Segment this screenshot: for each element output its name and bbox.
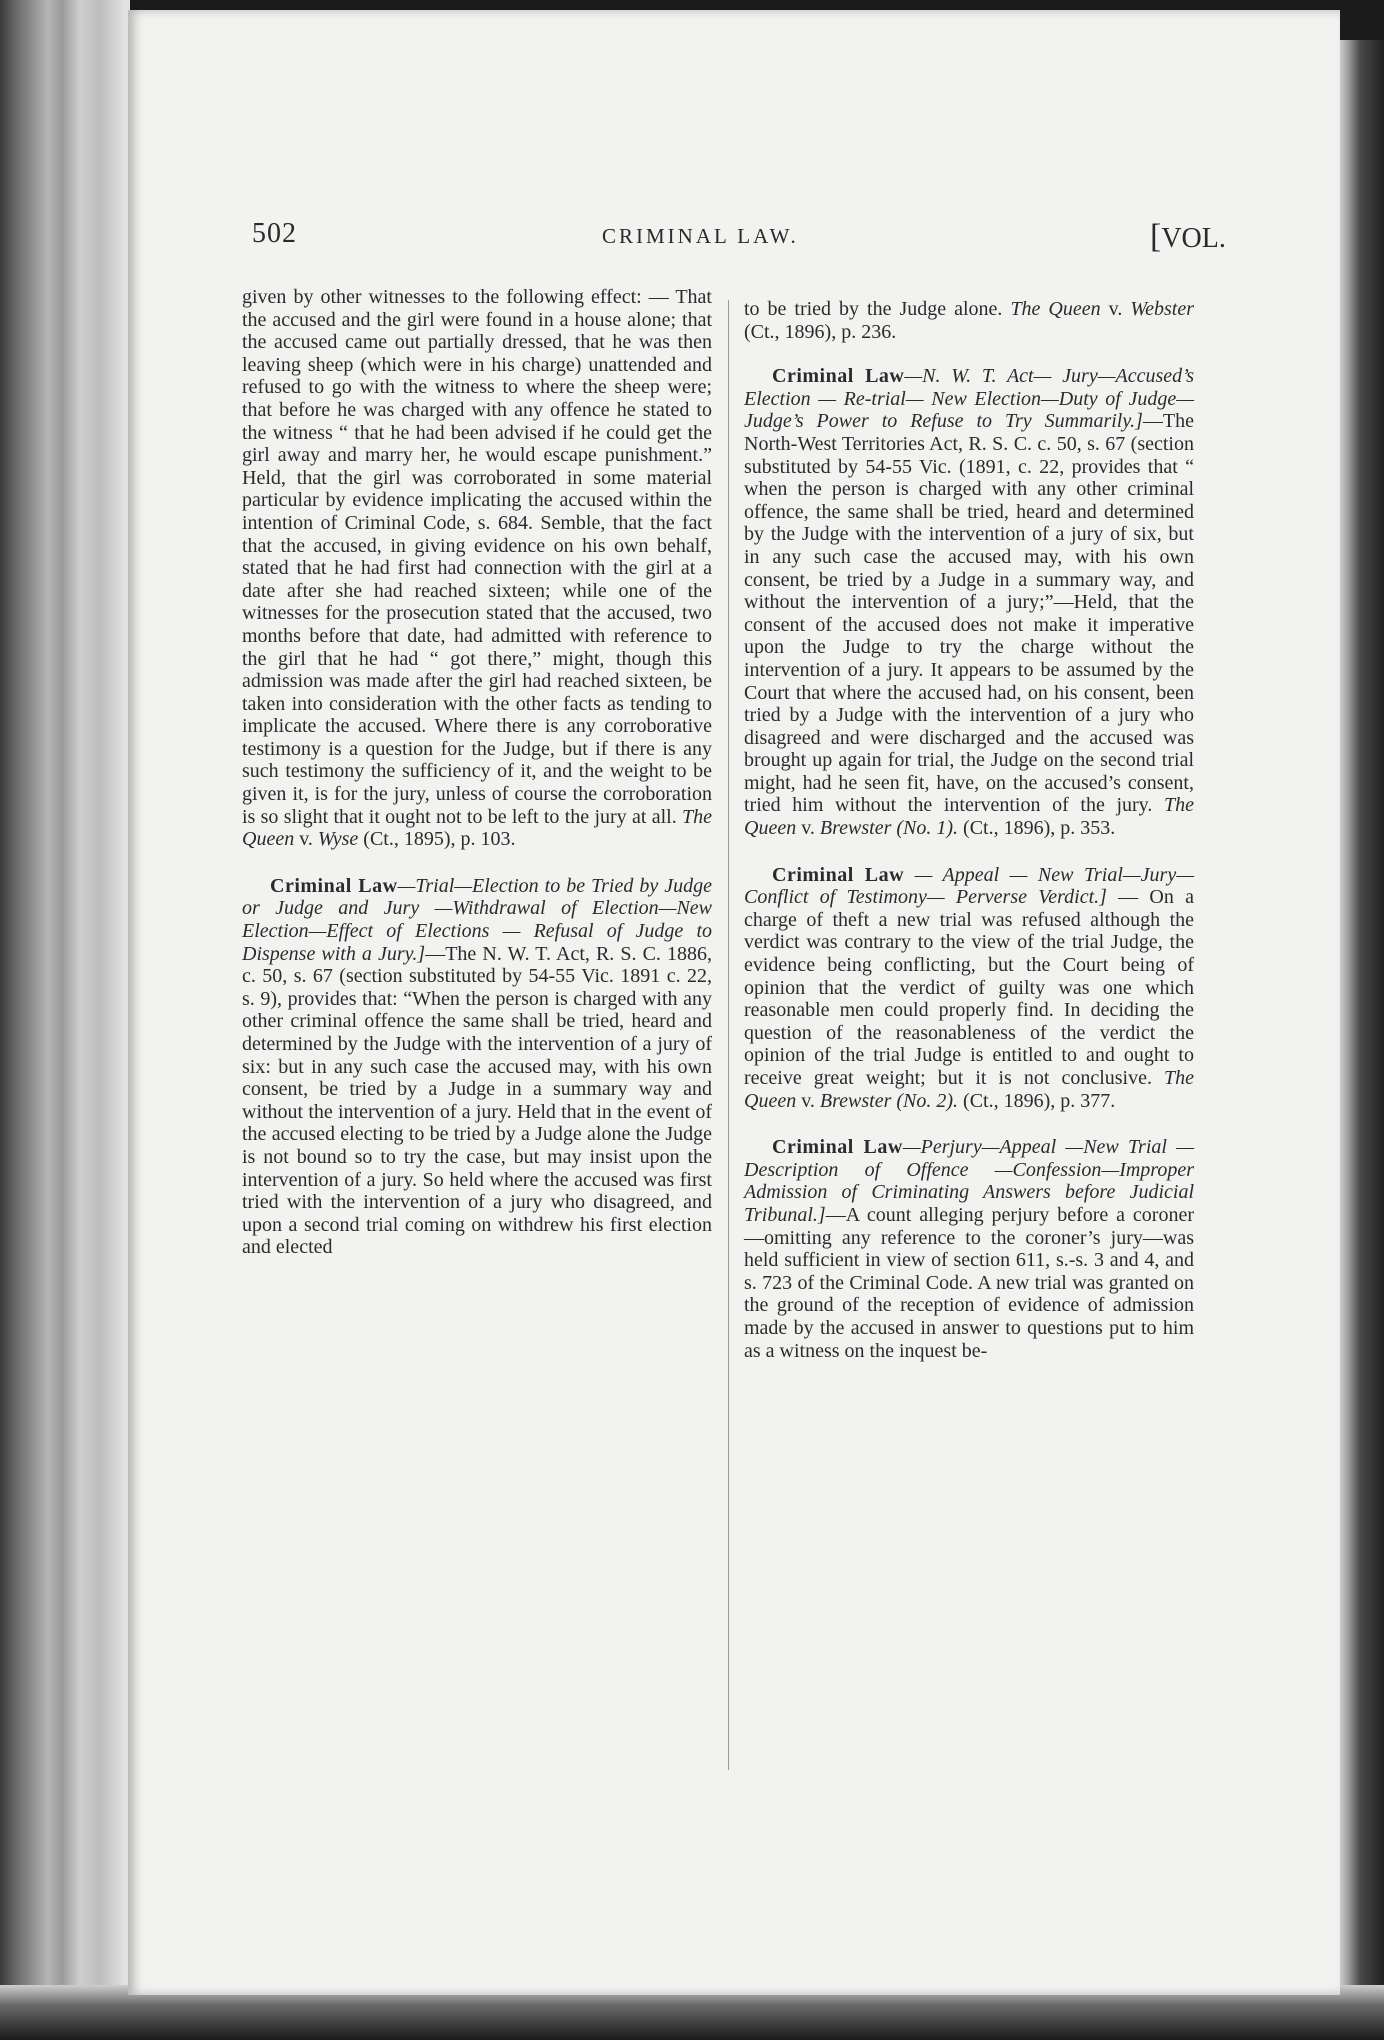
page-number: 502	[252, 218, 297, 249]
case-name: The Queen	[242, 805, 713, 851]
case-citation: (Ct., 1896), p. 353.	[958, 817, 1116, 840]
case-party: Wyse	[317, 828, 359, 851]
case-citation: (Ct., 1895), p. 103.	[358, 828, 516, 851]
entry-heading: Criminal Law	[772, 1136, 903, 1159]
case-party: Brewster (No. 1).	[819, 817, 959, 840]
entry-subject: —Perjury—Appeal —New Trial — Description of Offence —Confession—Improper Admission of Criminating Answers before Judicial Tribunal.]	[744, 1136, 1194, 1226]
right-entry-continued	[744, 298, 1194, 343]
entry-subject: —N. W. T. Act— Jury—Accused’s Election — Re-trial— New Election—Duty of Judge—Judge’s Power to Refuse to Try Summarily.]	[744, 365, 1194, 433]
volume-bracket: [	[1150, 218, 1162, 255]
book-page-edges	[0, 0, 130, 2040]
entry-text: —The N. W. T. Act, R. S. C. 1886, c. 50, s. 67 (section substituted by 54-55 Vic. 1891 c. 22, s. 9), provides that: “When the person is charged with any other criminal offence the same shall be tried, heard and determined by the Judge with the intervention of a jury of six: but in any such case the accused may, with his own consent, be tried by a Judge in a summary way and without the intervention of a jury. Held that in the event of the accused electing to be tried by a Judge alone the Judge is not bound so to try the case, but may insist upon the intervention of a jury. So held where the accused was first tried with the intervention of a jury who disagreed, and upon a second trial coming on withdrew his first election and elected	[242, 942, 712, 1259]
volume-text: VOL.	[1161, 223, 1226, 254]
case-party: Brewster (No. 2).	[819, 1089, 959, 1112]
entry-heading: Criminal Law	[270, 874, 398, 897]
entry-text: —The North-West Territories Act, R. S. C. c. 50, s. 67 (section substituted by 54-55 Vic. (1891, c. 22, provides that “ when the person is charged with any other criminal offence, the same shall be tried, heard and determined by the Judge with the intervention of a jury of six, but in any such case the accused may, with his own consent, be tried by a Judge in a summary way, and without the intervention of a jury;”—Held, that the consent of the accused does not make it imperative upon the Judge to try the charge without the intervention of a jury. It appears to be assumed by the Court that where the accused had, on his consent, been tried by a Judge with the intervention of a jury who disagreed and were discharged and the accused was brought up again for trial, the Judge on the second trial might, had he seen fit, have, on the accused’s consent, tried him without the intervention of the jury.	[744, 410, 1194, 817]
left-entry-continued	[242, 286, 712, 851]
volume-label	[1150, 218, 1226, 256]
case-versus: v.	[796, 1089, 820, 1112]
case-versus: v.	[294, 828, 318, 851]
entry-text: given by other witnesses to the following effect: — That the accused and the girl were found in a house alone; that the accused came out partially dressed, that he was then leaving sheep (which were in his charge) unattended and refused to go with the witness to where the sheep were; that before he was charged with any offence he stated to the witness “ that he had been advised if he could get the girl away and marry her, he would escape punishment.” Held, that the girl was corroborated in some material particular by evidence implicating the accused within the intention of Criminal Code, s. 684. Semble, that the fact that the accused, in giving evidence on his own behalf, stated that he had first had connection with the girl at a date after she had reached sixteen; while one of the witnesses for the prosecution stated that the accused, two months before that date, had admitted with reference to the girl that he had “ got there,” might, though this admission was made after the girl had reached sixteen, be taken into consideration with the other facts as tending to implicate the accused. Where there is any corroborative testimony is a question for the Judge, but if there is any such testimony the sufficiency of it, and the weight to be given it, is for the jury, unless of course the corroboration is so slight that it ought not to be left to the jury at all.	[242, 286, 712, 828]
case-citation: (Ct., 1896), p. 377.	[958, 1089, 1116, 1112]
case-name: The Queen	[744, 794, 1195, 840]
entry-subject: —Trial—Election to be Tried by Judge or Judge and Jury —Withdrawal of Election—New Election—Effect of Elections — Refusal of Judge to Dispense with a Jury.]	[242, 874, 712, 965]
left-entry-election	[242, 875, 712, 1259]
right-entry-perjury	[744, 1136, 1194, 1362]
entry-text: to be tried by the Judge alone.	[744, 298, 1003, 320]
left-column	[242, 286, 712, 1259]
entry-heading: Criminal Law	[772, 365, 905, 388]
case-versus: v.	[796, 817, 820, 840]
book-right-edge	[1338, 40, 1384, 2040]
case-citation: (Ct., 1896), p. 236.	[744, 320, 897, 343]
entry-heading: Criminal Law	[772, 863, 905, 886]
right-column	[744, 298, 1194, 1362]
right-entry-retrial	[744, 365, 1194, 839]
running-title: CRIMINAL LAW.	[602, 224, 799, 248]
entry-text: —A count alleging perjury before a coroner—omitting any reference to the coroner’s jury—was held sufficient in view of section 611, s.-s. 3 and 4, and s. 723 of the Criminal Code. A new trial was granted on the ground of the reception of evidence of admission made by the accused in answer to questions put to him as a witness on the inquest be-	[744, 1203, 1194, 1362]
entry-text: — On a charge of theft a new trial was refused although the verdict was contrary to the view of the trial Judge, the evidence being conflicting, but the Court being of opinion that the verdict of guilty was one which reasonable men could properly find. In deciding the question of the reasonableness of the verdict the opinion of the trial Judge is entitled to and ought to receive great weight; but it is not conclusive.	[744, 886, 1194, 1089]
case-name: The Queen	[744, 1067, 1195, 1112]
entry-subject: — Appeal — New Trial—Jury—Conflict of Testimony— Perverse Verdict.]	[744, 863, 1194, 909]
case-party: Webster	[1130, 298, 1195, 320]
case-versus: v.	[1100, 298, 1131, 320]
right-entry-appeal	[744, 864, 1194, 1113]
column-divider	[728, 300, 729, 1770]
case-name: The Queen	[1010, 298, 1101, 320]
page-header	[252, 218, 1252, 268]
